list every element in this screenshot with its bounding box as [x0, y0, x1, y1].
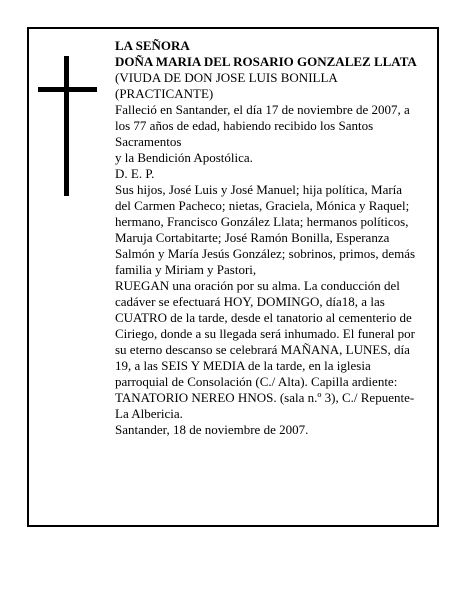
funeral-details: RUEGAN una oración por su alma. La conducción del cadáver se efectuará HOY, DOMINGO, día18, a las CUATRO de la tarde, desde el tanatorio al cementerio de Ciriego, donde a su llegada será inhumado. El funeral por su eterno descanso se celebrará MAÑANA, LUNES, día 19, a las SEIS Y MEDIA de la tarde, en la iglesia parroquial de Consolación (C./ Alta). Capilla ardiente: TANATORIO NEREO HNOS. (sala n.º 3), C./ Repuente-La Albericia.	[115, 278, 415, 421]
place-date: Santander, 18 de noviembre de 2007.	[115, 422, 309, 437]
death-announcement-cont: y la Bendición Apostólica.	[115, 150, 253, 165]
cross-vertical-bar	[64, 56, 69, 196]
widow-line: (VIUDA DE DON JOSE LUIS BONILLA (PRACTICANTE)	[115, 70, 338, 101]
notice-title: LA SEÑORA	[115, 38, 190, 53]
deceased-name: DOÑA MARIA DEL ROSARIO GONZALEZ LLATA	[115, 54, 417, 69]
death-announcement: Falleció en Santander, el día 17 de noviembre de 2007, a los 77 años de edad, habiendo recibido los Santos Sacramentos	[115, 102, 410, 149]
obituary-text	[115, 38, 419, 438]
dep-line: D. E. P.	[115, 166, 155, 181]
family-paragraph: Sus hijos, José Luis y José Manuel; hija política, María del Carmen Pacheco; nietas, Graciela, Mónica y Raquel; hermano, Francisco González Llata; hermanos políticos, Maruja Cortabitarte; José Ramón Bonilla, Esperanza Salmón y María Jesús González; sobrinos, primos, demás familia y Miriam y Pastori,	[115, 182, 416, 277]
cross-horizontal-bar	[38, 87, 97, 92]
latin-cross-icon	[38, 56, 98, 196]
